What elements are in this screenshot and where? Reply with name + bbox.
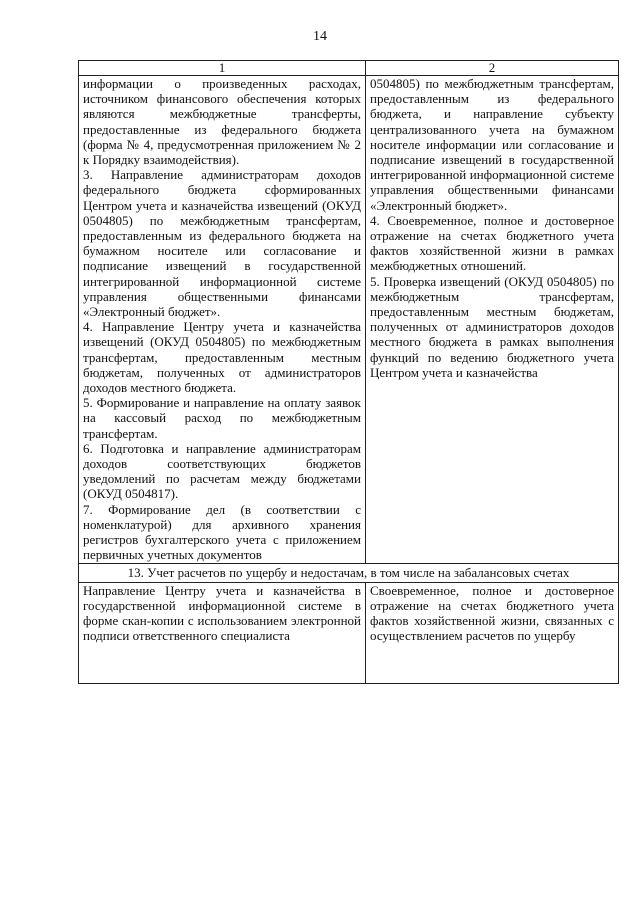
row1-col1-item-5: 5. Формирование и направление на оплату заявок на кассовый расход по межбюджетным трансфертам.: [83, 395, 361, 441]
column-header-row: [79, 61, 619, 76]
row2-col1-cell: [79, 582, 366, 683]
row1-col1-cell: [79, 76, 366, 564]
page-number: 14: [313, 29, 327, 44]
column-header-1: 1: [79, 61, 366, 76]
row2-col2-text: Своевременное, полное и достоверное отражение на счетах бюджетного учета фактов хозяйственной жизни, связанных с осуществлением расчетов по ущербу: [370, 582, 614, 644]
row1-col1-item-6: 6. Подготовка и направление администраторам доходов соответствующих бюджетов уведомлений по расчетам между бюджетами (ОКУД 0504817).: [83, 440, 361, 502]
row2-col1-text: Направление Центру учета и казначейства в государственной информационной системе в форме скан-копии с использованием электронной подписи ответственного специалиста: [83, 582, 361, 644]
row1-col1-item-7: 7. Формирование дел (в соответствии с номенклатурой) для архивного хранения регистров бухгалтерского учета с приложением первичных учетных документов: [83, 501, 361, 563]
row1-col2-cell: [366, 76, 619, 564]
row1-col1-paragraph-continued: информации о произведенных расходах, источником финансового обеспечения которых являются межбюджетные трансферты, предоставленные из федерального бюджета (форма № 4, предусмотренная приложением № 2 к Порядку взаимодействия).: [83, 76, 361, 168]
row1-col2-paragraph-continued: 0504805) по межбюджетным трансфертам, предоставленным из федерального бюджета, и направление субъекту централизованного учета на бумажном носителе информации или согласование и подписание извещений в государственной интегрированной информационной системе управления общественными финансами «Электронный бюджет».: [370, 76, 614, 213]
row1-col2-item-4: 4. Своевременное, полное и достоверное отражение на счетах бюджетного учета фактов хозяйственной жизни в рамках межбюджетных отношений.: [370, 212, 614, 274]
row1-col1-item-3: 3. Направление администраторам доходов федерального бюджета сформированных Центром учета и казначейства извещений (ОКУД 0504805) по межбюджетным трансфертам, предоставленным из федерального бюджета на бумажном носителе или согласование и подписание извещений в государственной интегрированной информационной системе управления общественными финансами «Электронный бюджет».: [83, 167, 361, 320]
row1-col1-item-4: 4. Направление Центру учета и казначейства извещений (ОКУД 0504805) по межбюджетным трансфертам, предоставленным местным бюджетам, полученных от администраторов доходов местного бюджета.: [83, 319, 361, 396]
row1-col2-item-5: 5. Проверка извещений (ОКУД 0504805) по межбюджетным трансфертам, предоставленным местным бюджетам, полученных от администраторов доходов местного бюджета в рамках выполнения функций по ведению бюджетного учета Центром учета и казначейства: [370, 273, 614, 380]
table-row: [79, 582, 619, 683]
table-row: [79, 76, 619, 564]
document-table: [78, 60, 619, 684]
section-13-title: 13. Учет расчетов по ущербу и недостачам, в том числе на забалансовых счетах: [79, 563, 619, 582]
column-header-2: 2: [366, 61, 619, 76]
section-row: [79, 563, 619, 582]
row2-col2-cell: [366, 582, 619, 683]
